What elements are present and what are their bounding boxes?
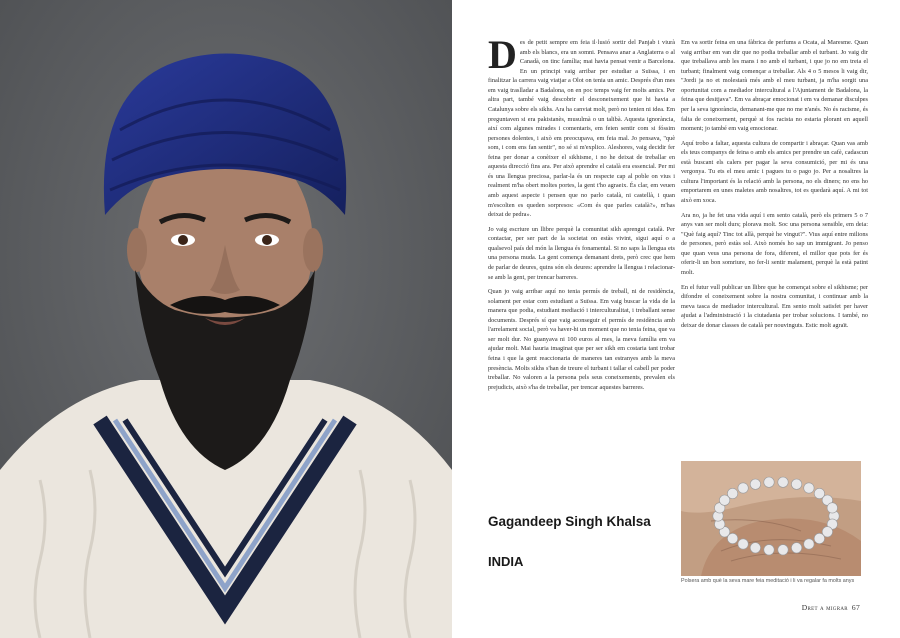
bead <box>750 479 760 489</box>
bead <box>764 545 774 555</box>
person-name: Gagandeep Singh Khalsa <box>488 514 651 529</box>
article-paragraph: Quan jo vaig arribar aquí no tenia permís de treball, ni de residència, solament per estar com estudiant a Suïssa. Em vaig buscar la vida de la manera que podia, estudiant mediació i interculturalitat, i treballant sense documents. Després sí que vaig aconseguir el permís de residència amb l'arrelament social, però va haver-hi un moment que no tenia feina, que va ser molt dur. No guanyava ni 100 euros al mes, la meva família em va ajudar molt. Mai hauria imaginat que per ser sikh em costaria tant trobar feina i que la gent reaccionaria de maneres tan estranyes amb la meva presència. Molts sikhs s'han de treure el turbant i tallar el cabell per poder treballar. No valoren a la persona pels seus coneixements, prevalen els prejudicis, això s'ha de treballar, per trencar aquestes barreres. <box>488 288 675 391</box>
bead <box>727 488 737 498</box>
bead <box>791 543 801 553</box>
article-paragraph: Em va sortir feina en una fàbrica de perfums a Ocata, al Maresme. Quan vaig arribar em van dir que no podia treballar amb el turbant. Jo vaig dir que treballava amb les mans i no amb el turbant, i que jo no em treia el turbant; finalment vaig començar a treballar. Als 4 o 5 mesos li vaig dir, "Jordi ja no et molestarà més amb el meu turbant, ja m'ha sorgit una oportunitat com a mediador intercultural a l'Ajuntament de Badalona, la feina que desitjava". Em va abraçar emocionat i em va demanar disculpes per la seva ignorància, demanant-me que no me n'anés. No és racisme, és falta de coneixement, perquè si fos racista no estaria plorant en aquell moment; jo també em vaig emocionar. <box>681 39 868 133</box>
article-paragraph: Des de petit sempre em feia il·lusió sortir del Panjab i viurà amb els blancs, era un somni. Pensava anar a Anglaterra o al Canadà, on tinc família; mai havia pensat venir a Barcelona. En un principi vaig arribar per estudiar a Suïssa, i en finalitzar la carrera vaig viatjar a Olot on tenia un amic. Després d'un mes em vaig traslladar a Badalona, on en poc temps vaig fer molts amics. Per altra part, també vaig descobrir el desconeixement que hi havia a Catalunya sobre els sikhs. Ara ha canviat molt, però no tenien ni idea. Em preguntaven si era pakistanès, musulmà o un talibà. Aquesta ignorància, així com algunes mirades i comentaris, em feien sentir com si fóssim persones dolentes, i això em preocupava, em feia mal. Jo pensava, "què som, i com ens fan sentir", no sé si m'explico. Aleshores, vaig decidir fer feina per donar a conèixer el sikhisme, i no he deixat de treballar en aquesta direcció fins ara. Per això aprendre el català era essencial. Per mi és una llengua preciosa, parlar-la és un respecte cap al poble on vius i realment m'ha obert moltes portes, la gent t'ho agraeix. És clar, em veuen amb aquest aspecte i pensen que no parlo català, ni castellà, i quan m'escolten es queden sorpresos: «Com és que parles català?», m'has deixat de pedra». <box>488 32 675 219</box>
bracelet-illustration <box>681 461 861 576</box>
article-column-1 <box>488 32 675 397</box>
article-column-2 <box>681 38 868 335</box>
bead <box>778 477 788 487</box>
article-paragraph: Aquí trobo a faltar, aquesta cultura de compartir i abraçar. Quan vas amb els teus companys de feina o amb els amics per prendre un cafè, cadascun està buscant els calers per pagar la seva consumició, per mi és una vergonya. Tu ets el meu amic i pagues tu o pago jo. Per a nosaltres la cultura l'important és la relació amb la persona, no els diners; no ens ho emportarem en unes maletes amb nosaltres, tot es quedarà aquí. A mi tot això em xoca. <box>681 139 868 204</box>
bead <box>738 539 748 549</box>
bracelet-photo <box>681 461 861 576</box>
bead <box>738 483 748 493</box>
bead <box>750 543 760 553</box>
drop-cap: D <box>488 32 517 77</box>
photo-caption: Polsera amb què la seva mare feia meditació i li va regalar fa molts anys <box>681 578 855 584</box>
bead <box>778 545 788 555</box>
bead <box>764 477 774 487</box>
page-footer <box>802 603 860 612</box>
person-country: INDIA <box>488 554 524 569</box>
page-gutter <box>452 0 456 638</box>
page-number: 67 <box>851 603 860 612</box>
bead <box>827 503 837 513</box>
bead <box>791 479 801 489</box>
bead <box>804 539 814 549</box>
bead <box>804 483 814 493</box>
article-paragraph: Ara no, ja he fet una vida aquí i em sento català, però els primers 5 o 7 anys van ser molt durs; plorava molt. Soc una persona sensible, em deia: "Què faig aquí? Tinc tot allà, perquè he vingut?". Vius aquí entre milions de persones, però estàs sol. Això només ho sap un immigrant. Jo penso que quan veus una persona de fora, diferent, el millor que pots fer és oferir-li un bon somriure, no fer-li sentir malament, perquè la està patint molt. <box>681 211 868 276</box>
section-title: Dret a migrar <box>801 603 848 612</box>
article-paragraph: Jo vaig escriure un llibre perquè la comunitat sikh aprengui català. Per contactar, per ser part de la societat on estàs vivint, sigui aquí o a qualsevol país del món la llengua és fonamental. Si no saps la llengua ets una persona muda. La gent comença demanant drets, però crec que hem de parlar de deures, quins són els deures: aprendre la llengua i relacionar-se amb la gent, per trencar barreres. <box>488 225 675 281</box>
bead <box>814 533 824 543</box>
article-paragraph: En el futur vull publicar un llibre que he començat sobre el sikhisme; per difondre el coneixement sobre la nostra comunitat, i continuar amb la meva tasca de mediador intercultural. Em sento molt satisfet per haver ajudat a l'administració i la ciutadania per trobar solucions. I també, no deixar de donar classes de català per nouvinguts. Estic molt agraït. <box>681 283 868 329</box>
